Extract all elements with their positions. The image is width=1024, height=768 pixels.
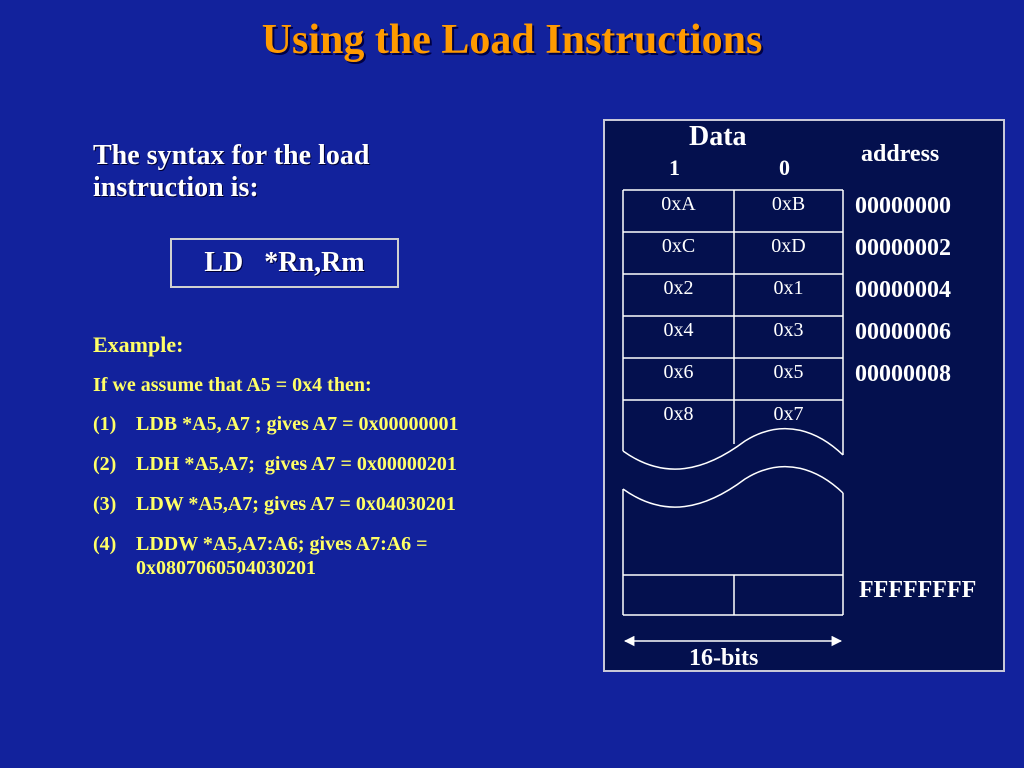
column-label-1: 1 [669, 155, 680, 180]
instruction-box [170, 238, 399, 288]
data-label: Data [689, 121, 747, 152]
example-item: (3) LDW *A5,A7; gives A7 = 0x04030201 [93, 493, 456, 515]
slide-title: Using the Load Instructions [261, 17, 763, 63]
instruction-operands: *Rn,Rm [264, 247, 365, 278]
memory-cell: 0xB [771, 193, 806, 215]
memory-cell: 0x4 [663, 319, 694, 341]
break-wave-bottom [623, 467, 843, 508]
lower-block [623, 489, 843, 615]
column-label-0: 0 [779, 155, 790, 180]
memory-cell: 0x7 [773, 403, 804, 425]
example-heading: Example: [93, 332, 184, 357]
break-wave-top [623, 429, 843, 470]
last-address: FFFFFFFF [859, 577, 977, 603]
address-value: 00000006 [855, 319, 951, 345]
address-value: 00000008 [855, 361, 951, 387]
memory-cell: 0x3 [773, 319, 804, 341]
address-value: 00000000 [855, 193, 951, 219]
address-value: 00000004 [855, 277, 951, 303]
example-item: (2) LDH *A5,A7; gives A7 = 0x00000201 [93, 453, 457, 475]
example-item: (1) LDB *A5, A7 ; gives A7 = 0x00000001 [93, 413, 459, 435]
memory-cell: 0x5 [773, 361, 804, 383]
memory-panel [603, 119, 1005, 672]
width-label: 16-bits [689, 645, 759, 671]
memory-cell: 0x2 [663, 277, 694, 299]
memory-cell: 0xA [661, 193, 696, 215]
example-assumption: If we assume that A5 = 0x4 then: [93, 374, 372, 396]
memory-cell: 0x1 [773, 277, 804, 299]
instruction-mnemonic: LD [204, 247, 244, 278]
example-list [93, 412, 583, 596]
syntax-text: The syntax for the load instruction is: [93, 140, 370, 203]
memory-cell: 0xC [661, 235, 696, 257]
example-item: (4) LDDW *A5,A7:A6; gives A7:A6 = 0x0807060504030201 [93, 533, 433, 579]
memory-cell: 0x8 [663, 403, 694, 425]
address-value: 00000002 [855, 235, 951, 261]
address-label: address [861, 141, 940, 167]
memory-cell: 0x6 [663, 361, 694, 383]
memory-cell: 0xD [771, 235, 806, 257]
